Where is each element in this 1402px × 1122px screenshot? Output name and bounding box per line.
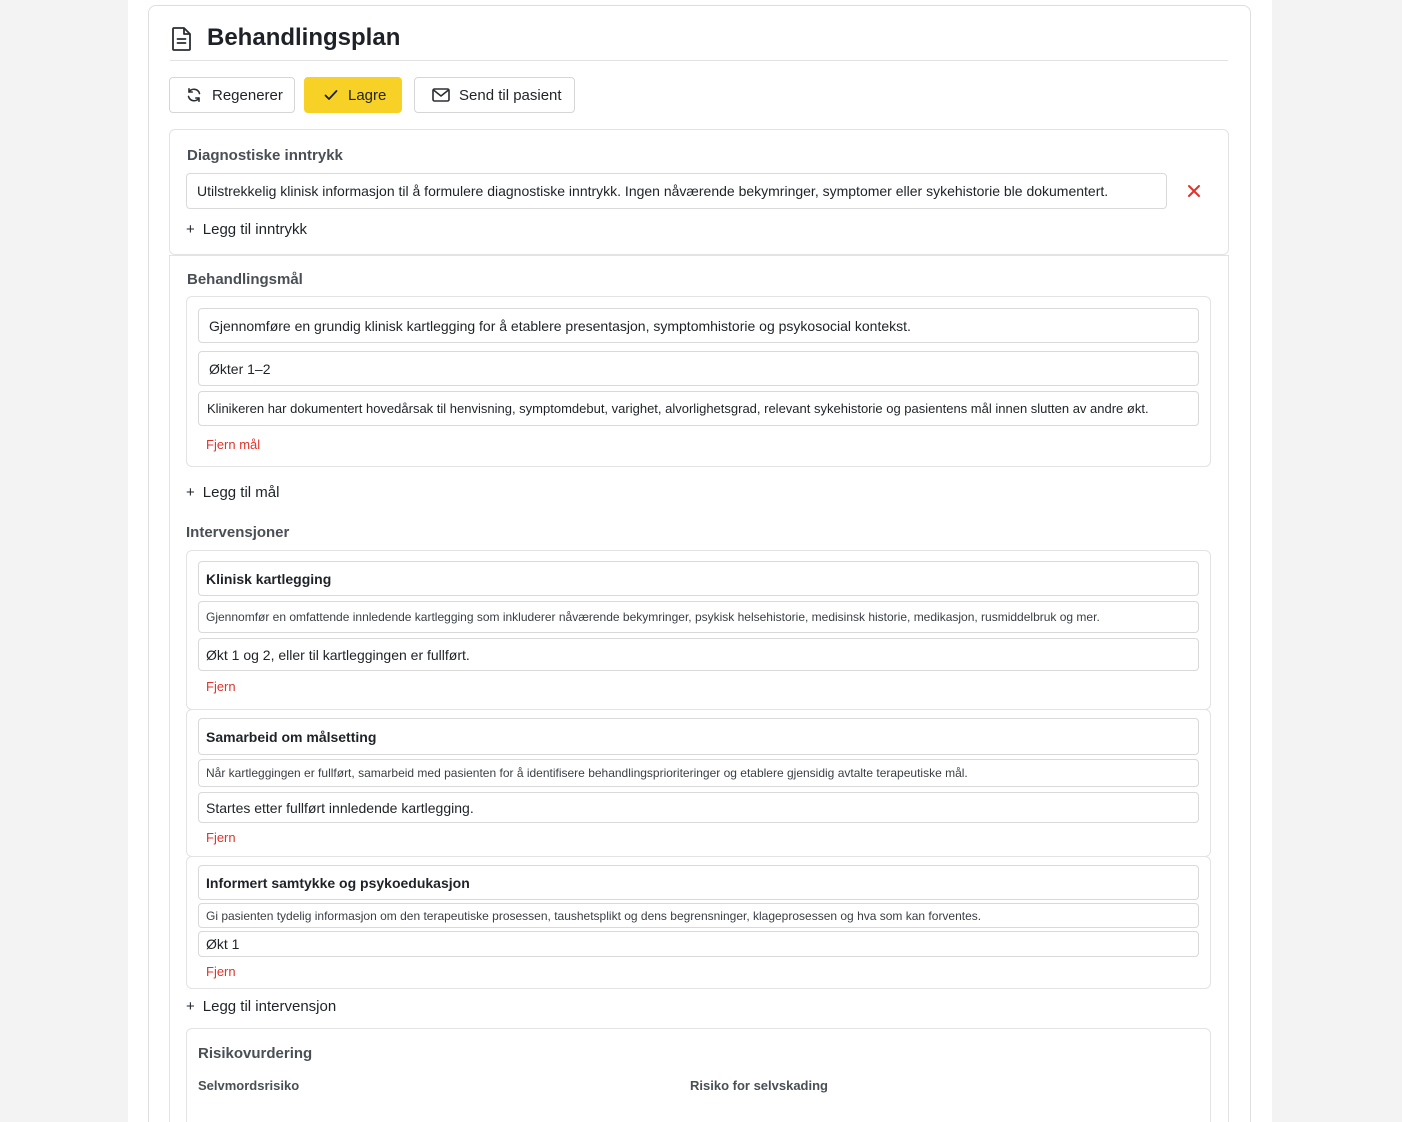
remove-intervention-link[interactable]: Fjern <box>206 830 236 845</box>
suicide-risk-label: Selvmordsrisiko <box>198 1078 300 1093</box>
risk-assessment-section <box>186 1028 1211 1122</box>
add-impression-link[interactable] <box>186 221 307 238</box>
interventions-label: Intervensjoner <box>186 524 290 541</box>
intervention-title-input[interactable]: Informert samtykke og psykoedukasjon <box>198 865 1199 900</box>
add-goal-label: Legg til mål <box>202 484 280 501</box>
save-button[interactable] <box>304 77 402 113</box>
intervention-title-input[interactable]: Klinisk kartlegging <box>198 561 1199 596</box>
mail-icon <box>432 88 450 102</box>
save-label: Lagre <box>348 86 387 104</box>
add-impression-label: Legg til inntrykk <box>202 221 307 238</box>
remove-intervention-link[interactable]: Fjern <box>206 964 236 979</box>
self-harm-risk-label: Risiko for selvskading <box>690 1078 828 1093</box>
send-label: Send til pasient <box>459 86 562 104</box>
intervention-timing-input[interactable]: Startes etter fullført innledende kartlegging. <box>198 792 1199 823</box>
plus-icon: + <box>186 221 195 238</box>
goal-sessions-input[interactable]: Økter 1–2 <box>198 351 1199 386</box>
diagnostics-label: Diagnostiske inntrykk <box>187 147 343 164</box>
goal-criteria-input[interactable]: Klinikeren har dokumentert hovedårsak til henvisning, symptomdebut, varighet, alvorlighetsgrad, relevant sykehistorie og pasientens mål innen slutten av andre økt. <box>198 391 1199 426</box>
intervention-timing-input[interactable]: Økt 1 og 2, eller til kartleggingen er fullført. <box>198 638 1199 671</box>
intervention-description-input[interactable]: Gi pasienten tydelig informasjon om den terapeutiske prosessen, taushetsplikt og dens begrensninger, klageprosessen og hva som kan forventes. <box>198 903 1199 928</box>
goals-label: Behandlingsmål <box>187 271 303 288</box>
intervention-title-input[interactable]: Samarbeid om målsetting <box>198 718 1199 755</box>
intervention-timing-input[interactable]: Økt 1 <box>198 931 1199 957</box>
add-intervention-link[interactable] <box>186 998 336 1015</box>
remove-intervention-link[interactable]: Fjern <box>206 679 236 694</box>
add-goal-link[interactable] <box>186 484 279 501</box>
diagnostic-impression-input[interactable]: Utilstrekkelig klinisk informasjon til å formulere diagnostiske inntrykk. Ingen nåværende bekymringer, symptomer eller sykehistorie ble dokumentert. <box>186 173 1167 209</box>
page-header <box>170 20 1228 61</box>
risk-assessment-label: Risikovurdering <box>198 1045 313 1062</box>
page-title: Behandlingsplan <box>207 24 401 51</box>
send-to-patient-button[interactable] <box>414 77 575 113</box>
plus-icon: + <box>186 484 195 501</box>
refresh-icon <box>186 87 202 103</box>
add-intervention-label: Legg til intervensjon <box>202 998 337 1015</box>
regenerate-label: Regenerer <box>212 86 283 104</box>
remove-goal-link[interactable]: Fjern mål <box>206 437 261 452</box>
regenerate-button[interactable] <box>169 77 295 113</box>
check-icon <box>323 87 339 103</box>
goal-text-input[interactable]: Gjennomføre en grundig klinisk kartlegging for å etablere presentasjon, symptomhistorie og psykosocial kontekst. <box>198 308 1199 343</box>
intervention-description-input[interactable]: Gjennomfør en omfattende innledende kartlegging som inkluderer nåværende bekymringer, psykisk helsehistorie, medisinsk historie, medikasjon, rusmiddelbruk og mer. <box>198 601 1199 633</box>
document-icon <box>170 26 194 52</box>
plus-icon: + <box>186 998 195 1015</box>
intervention-description-input[interactable]: Når kartleggingen er fullført, samarbeid med pasienten for å identifisere behandlingsprioriteringer og etablere gjensidig avtalte terapeutiske mål. <box>198 759 1199 787</box>
close-icon[interactable] <box>1187 184 1201 198</box>
